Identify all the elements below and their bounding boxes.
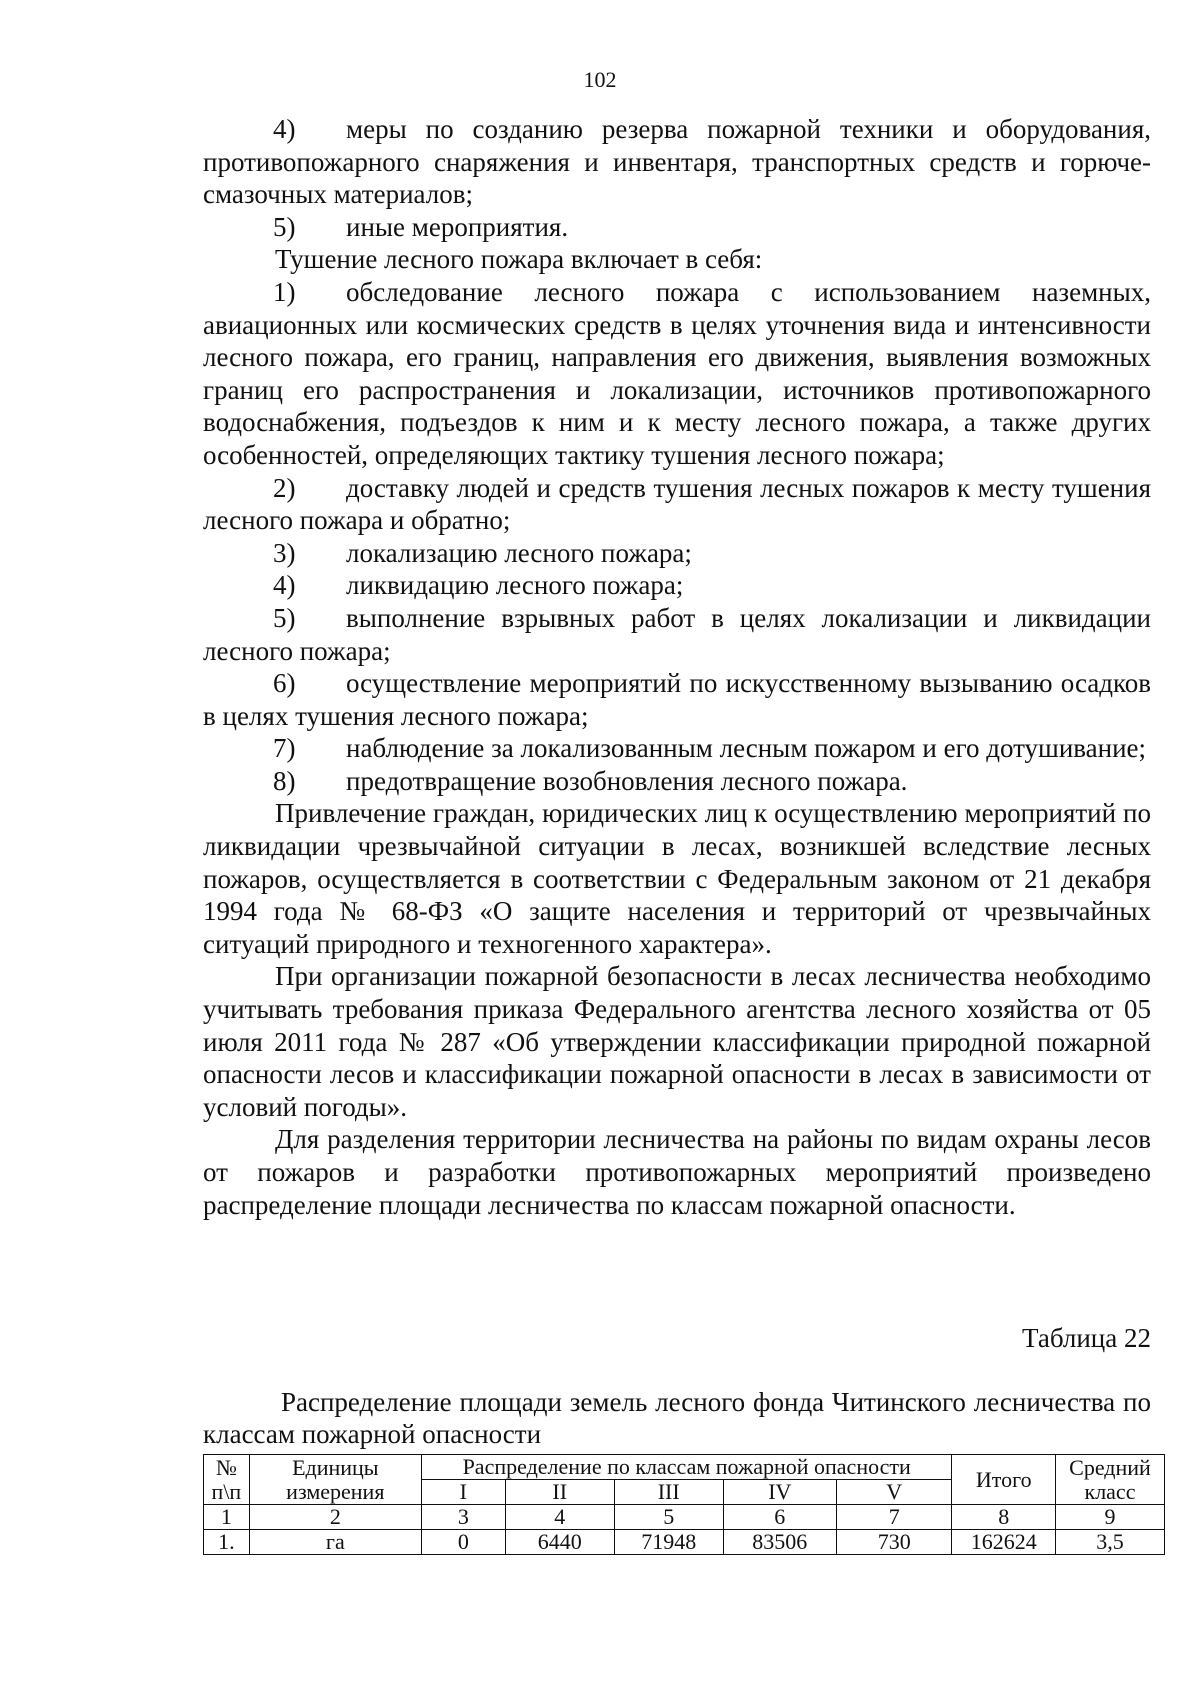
column-number-cell: 3	[421, 1505, 505, 1530]
list-item-text: иные мероприятия.	[346, 211, 569, 242]
list-item	[203, 276, 1151, 472]
table-column-numbers-row	[204, 1505, 1165, 1530]
column-number-cell: 9	[1055, 1505, 1164, 1530]
list-item-text: обследование лесного пожара с использованием наземных, авиационных или космических средств в целях уточнения вида и интенсивности лесного пожара, его границ, направления его движения, выявления возможных границ его распространения и локализации, источников противопожарного водоснабжения, подъездов к ним и к месту лесного пожара, а также других особенностей, определяющих тактику тушения лесного пожара;	[203, 276, 1151, 470]
list-item	[203, 537, 1151, 570]
header-num: № п\п	[204, 1455, 250, 1505]
list-item-number: 8)	[273, 765, 296, 796]
table-title: Распределение площади земель лесного фонда Читинского лесничества по классам пожарной опасности	[203, 1387, 1151, 1449]
list-item	[203, 602, 1151, 667]
fire-danger-table	[203, 1454, 1165, 1555]
table-row	[204, 1530, 1165, 1555]
header-class-3: III	[614, 1480, 723, 1505]
list-item	[203, 667, 1151, 732]
list-item-number: 7)	[273, 733, 296, 764]
list-item-number: 4)	[273, 114, 296, 144]
list-item-text: наблюдение за локализованным лесным пожаром и его дотушивание;	[346, 733, 1147, 764]
header-units: Единицы измерения	[249, 1455, 421, 1505]
column-number-cell: 1	[204, 1505, 250, 1530]
list-item	[203, 472, 1151, 537]
paragraph: При организации пожарной безопасности в лесах лесничества необходимо учитывать требования приказа Федерального агентства лесного хозяйства от 05 июля 2011 года № 287 «Об утверждении классификации природной пожарной опасности лесов и классификации пожарной опасности в лесах в зависимости от условий погоды».	[203, 961, 1151, 1122]
list-item-number: 3)	[273, 537, 296, 568]
list-item	[203, 732, 1151, 765]
list-item-text: локализацию лесного пожара;	[346, 537, 692, 568]
paragraph: Привлечение граждан, юридических лиц к осуществлению мероприятий по ликвидации чрезвычайной ситуации в лесах, возникшей вследствие лесных пожаров, осуществляется в соответствии с Федеральным законом от 21 декабря 1994 года № 68-ФЗ «О защите населения и территорий от чрезвычайных ситуаций природного и техногенного характера».	[203, 798, 1151, 959]
table-cell: 162624	[952, 1530, 1056, 1555]
header-total: Итого	[952, 1455, 1056, 1505]
table-label: Таблица 22	[1022, 1323, 1151, 1353]
list-item-number: 6)	[273, 668, 296, 699]
list-item-number: 2)	[273, 472, 296, 503]
list-item-text: меры по созданию резерва пожарной техники и оборудования, противопожарного снаряжения и инвентаря, транспортных средств и горюче-смазочных материалов;	[203, 114, 1151, 210]
document-body	[203, 113, 1151, 1221]
list-item-text: выполнение взрывных работ в целях локализации и ликвидации лесного пожара;	[203, 602, 1151, 666]
paragraph: Для разделения территории лесничества на районы по видам охраны лесов от пожаров и разработки противопожарных мероприятий произведено распределение площади лесничества по классам пожарной опасности.	[203, 1124, 1151, 1220]
table-cell: 3,5	[1055, 1530, 1164, 1555]
header-distribution: Распределение по классам пожарной опасности	[421, 1455, 952, 1480]
list-item	[203, 569, 1151, 602]
list-item-number: 1)	[273, 276, 296, 307]
paragraph: Тушение лесного пожара включает в себя:	[275, 244, 763, 275]
table-cell: 6440	[505, 1530, 614, 1555]
list-item	[203, 211, 1151, 244]
column-number-cell: 6	[723, 1505, 836, 1530]
list-item	[203, 113, 1151, 211]
header-class-2: II	[505, 1480, 614, 1505]
column-number-cell: 5	[614, 1505, 723, 1530]
list-item-text: доставку людей и средств тушения лесных пожаров к месту тушения лесного пожара и обратно;	[203, 472, 1151, 536]
table-cell: 730	[836, 1530, 952, 1555]
list-item-number: 4)	[273, 570, 296, 601]
table-header-row	[204, 1455, 1165, 1480]
list-item-text: предотвращение возобновления лесного пожара.	[346, 765, 908, 796]
header-class-5: V	[836, 1480, 952, 1505]
table-cell: 71948	[614, 1530, 723, 1555]
list-item-number: 5)	[273, 602, 296, 633]
column-number-cell: 7	[836, 1505, 952, 1530]
column-number-cell: 4	[505, 1505, 614, 1530]
column-number-cell: 8	[952, 1505, 1056, 1530]
table-cell: 1.	[204, 1530, 250, 1555]
page-number: 102	[583, 67, 617, 92]
header-class-1: I	[421, 1480, 505, 1505]
list-item-text: ликвидацию лесного пожара;	[346, 570, 684, 601]
table-cell: 83506	[723, 1530, 836, 1555]
list-item-number: 5)	[273, 211, 296, 242]
list-item-text: осуществление мероприятий по искусственному вызыванию осадков в целях тушения лесного пожара;	[203, 668, 1151, 731]
column-number-cell: 2	[249, 1505, 421, 1530]
list-item	[203, 765, 1151, 798]
header-class-4: IV	[723, 1480, 836, 1505]
table-cell: 0	[421, 1530, 505, 1555]
table-cell: га	[249, 1530, 421, 1555]
header-average-class: Средний класс	[1055, 1455, 1164, 1505]
